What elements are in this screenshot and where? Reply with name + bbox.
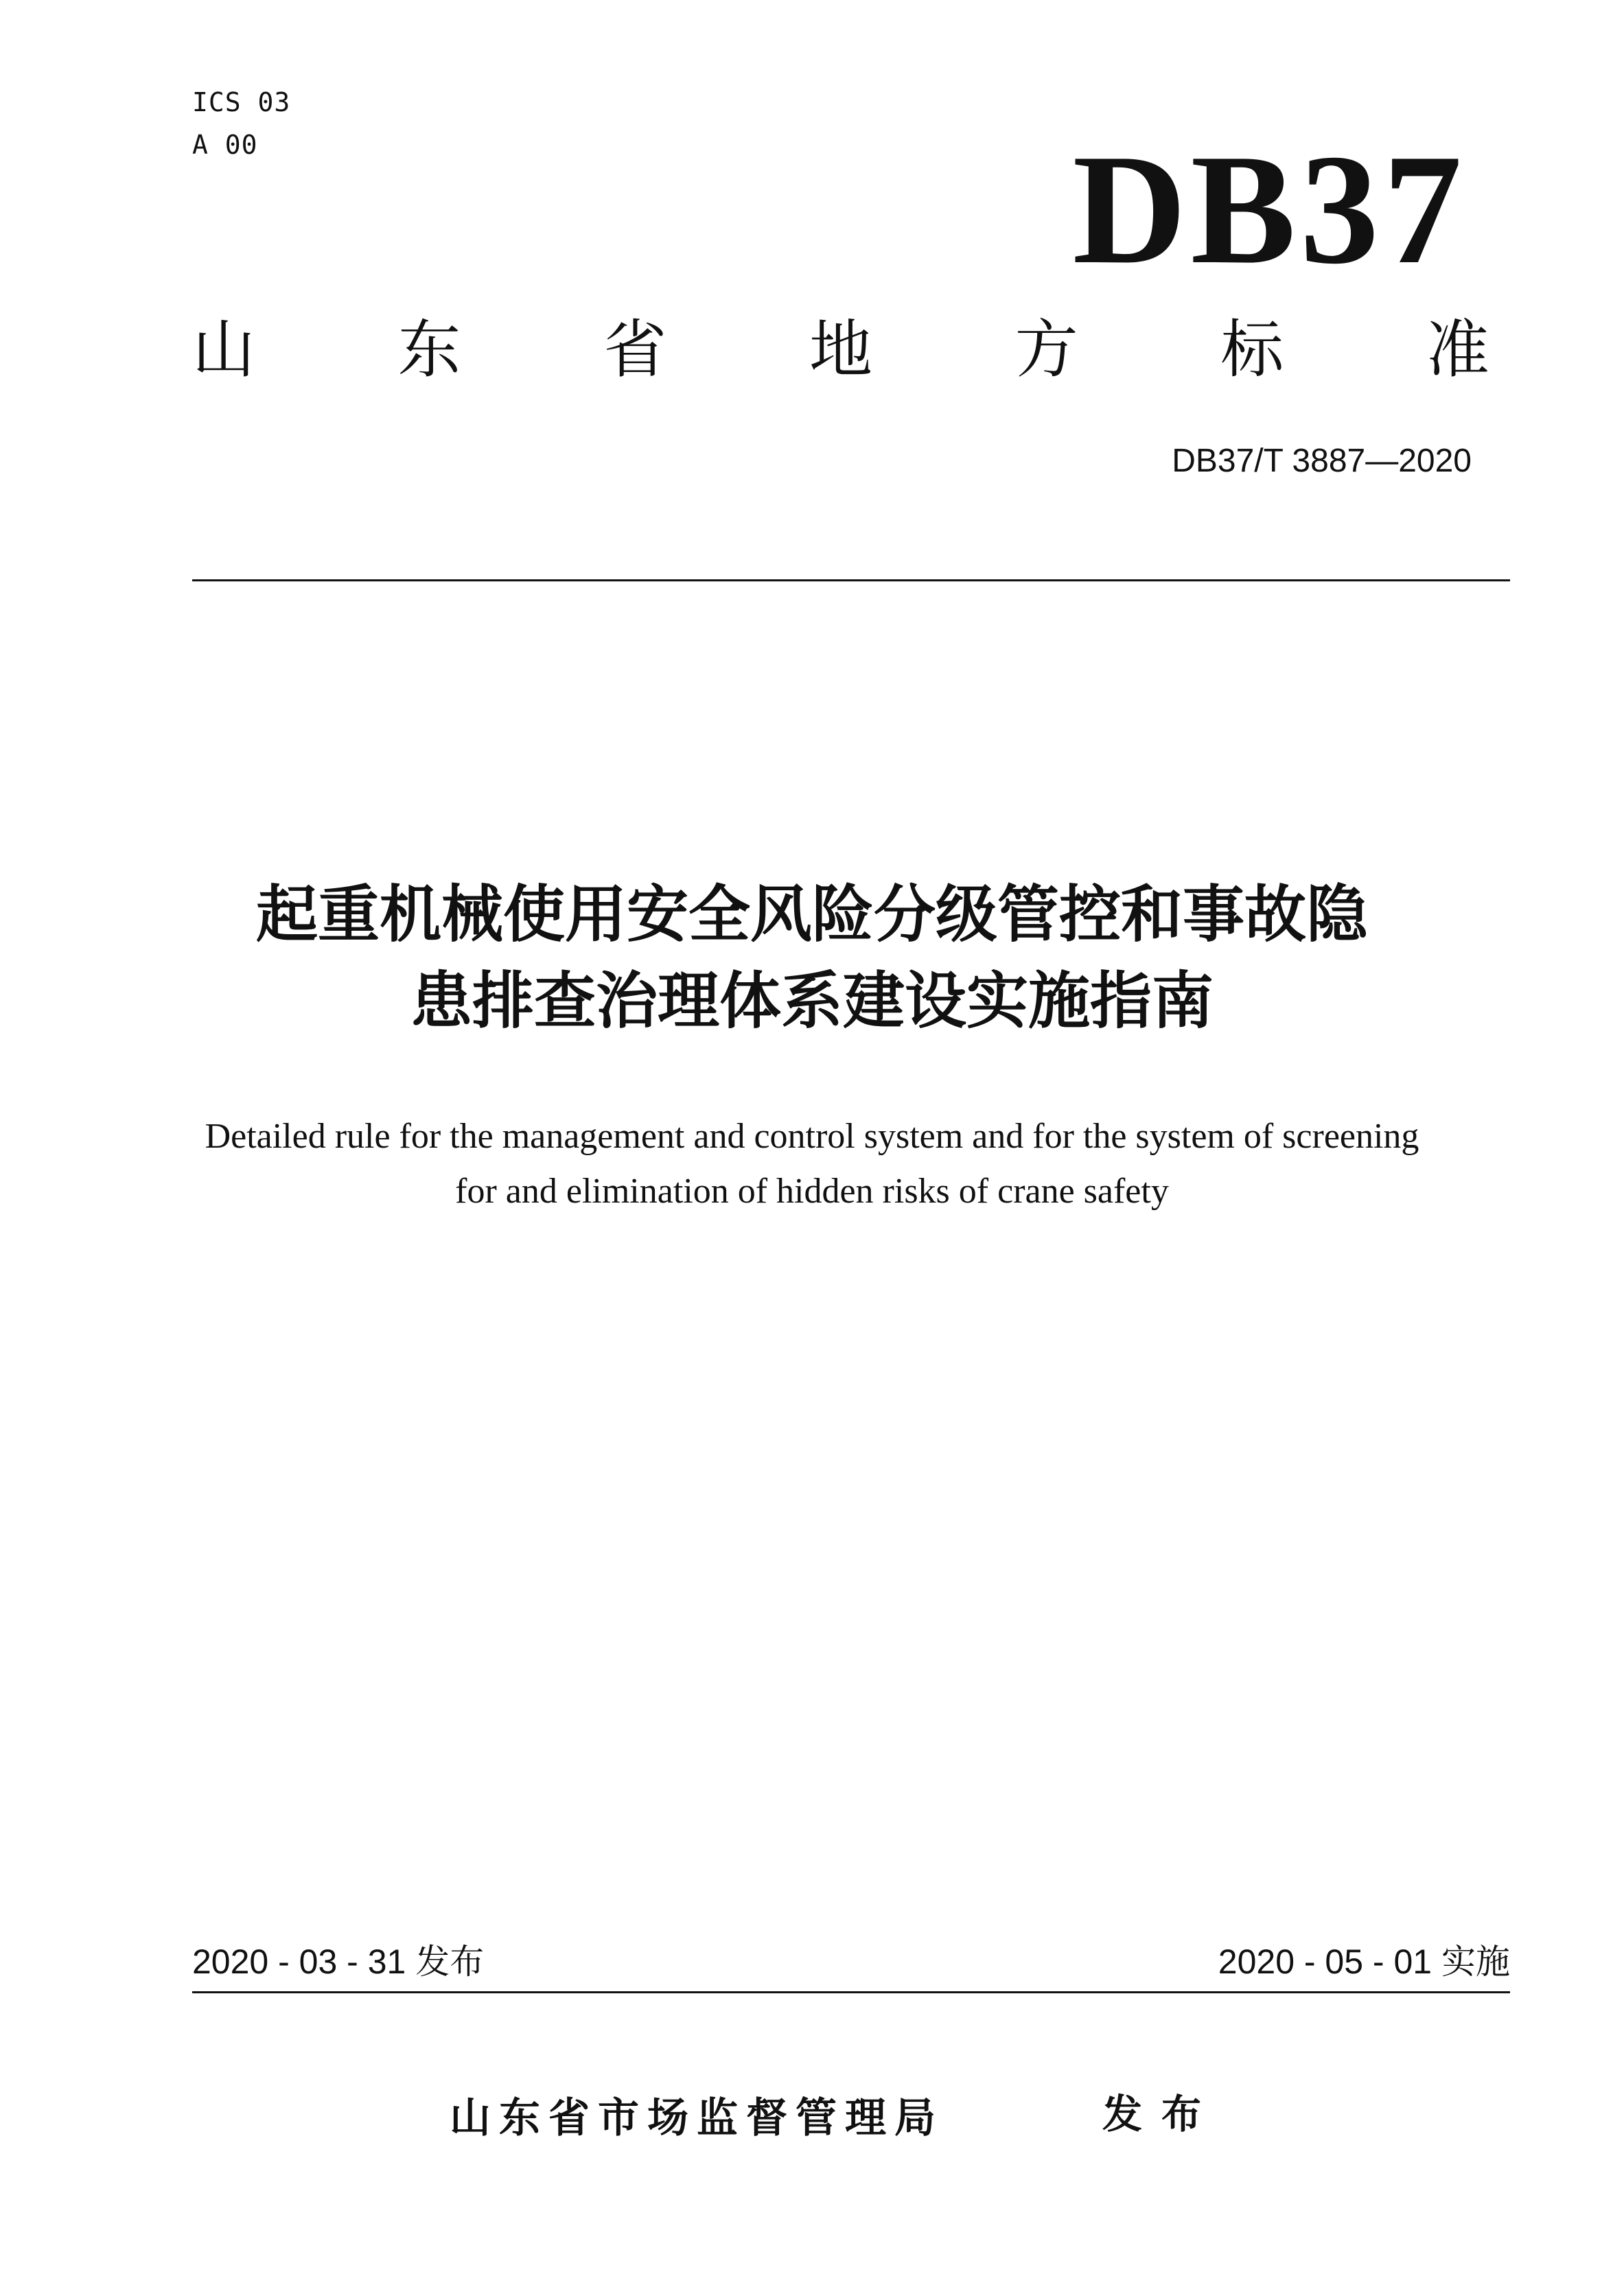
english-title-line: Detailed rule for the management and control system and for the system of screening xyxy=(205,1117,1419,1156)
publish-label: 发布 xyxy=(1102,2091,1221,2137)
classification-codes xyxy=(192,81,290,166)
chinese-title-line: 患排查治理体系建设实施指南 xyxy=(410,965,1214,1037)
standard-type-char: 东 xyxy=(397,313,461,386)
standard-type-char: 方 xyxy=(1014,313,1078,386)
standard-type-char: 地 xyxy=(809,313,872,386)
db-logo: DB37 xyxy=(1072,121,1466,297)
publisher-name: 山东省市场监督管理局 xyxy=(450,2094,944,2142)
chinese-title-line: 起重机械使用安全风险分级管控和事故隐 xyxy=(256,879,1368,951)
ccs-code: A 00 xyxy=(192,130,258,160)
standard-type-char: 山 xyxy=(192,313,256,386)
standard-type-char: 标 xyxy=(1220,313,1284,386)
top-divider xyxy=(192,579,1510,581)
standard-type-title xyxy=(192,312,1489,388)
implement-date: 2020 - 05 - 01 实施 xyxy=(1218,1943,1510,1981)
english-title-line: for and elimination of hidden risks of crane safety xyxy=(455,1172,1169,1211)
publish-date: 2020 - 03 - 31 发布 xyxy=(192,1943,485,1981)
standard-type-char: 准 xyxy=(1426,313,1489,386)
chinese-title xyxy=(137,872,1487,1045)
english-title xyxy=(103,1109,1521,1219)
ics-code: ICS 03 xyxy=(192,87,291,117)
bottom-divider xyxy=(192,1991,1510,1993)
standard-type-char: 省 xyxy=(603,313,667,386)
standard-number: DB37/T 3887—2020 xyxy=(1172,443,1472,479)
